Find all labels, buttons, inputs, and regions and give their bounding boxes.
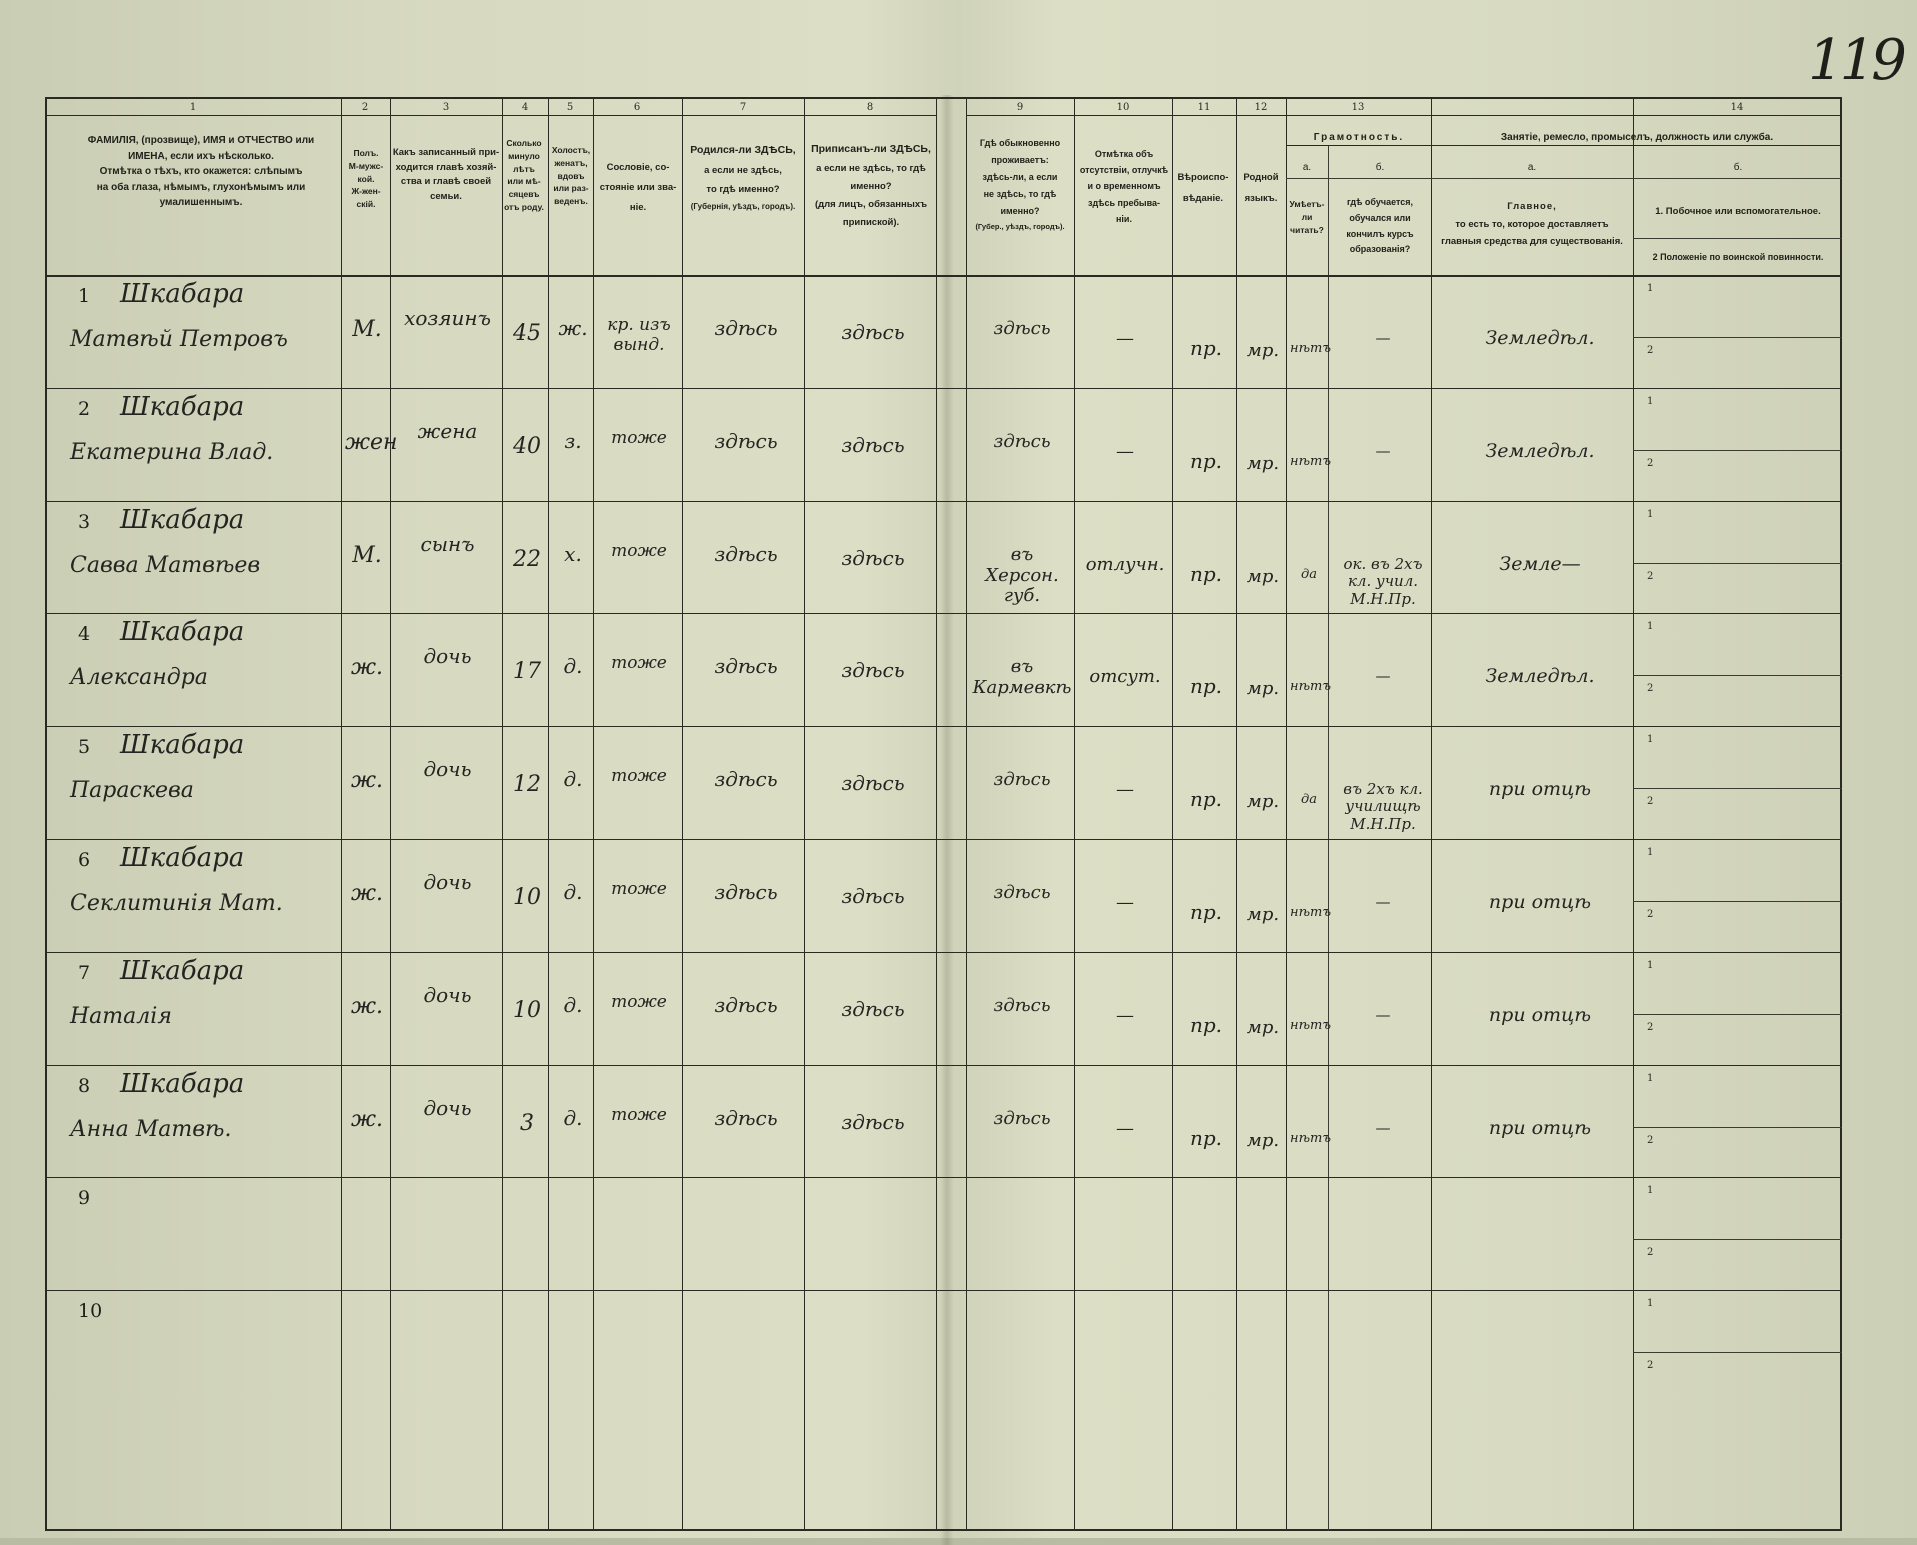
column-line <box>1172 97 1173 1531</box>
cell-age: 12 <box>513 772 541 797</box>
header-c14a-letter: а. <box>1527 162 1537 173</box>
cell-marital: д. <box>563 767 583 791</box>
cell-registered: здѣсь <box>841 1110 905 1134</box>
header-c13b: гдѣ обучается, обучался или кончилъ курсъ образованія? <box>1346 197 1414 255</box>
cell-sex: ж. <box>350 655 383 680</box>
cell-relation: хозяинъ <box>404 306 491 330</box>
cell-born: здѣсь <box>714 654 778 678</box>
cell-resides: въ Херсон. губ. <box>985 544 1059 607</box>
sub-mark: 2 <box>1647 683 1654 694</box>
cell-sex: М. <box>352 543 382 568</box>
header-sub-line <box>1286 178 1842 179</box>
column-number: 13 <box>1351 102 1365 113</box>
cell-marital: з. <box>564 429 582 453</box>
cell-born: здѣсь <box>714 316 778 340</box>
column-number: 7 <box>739 102 747 113</box>
given-name: Наталія <box>70 1004 172 1029</box>
given-name: Анна Матвѣ. <box>70 1117 232 1142</box>
sub-mark: 2 <box>1647 345 1654 356</box>
header-c13: Грамотность. <box>1313 132 1405 143</box>
cell-language: мр. <box>1246 566 1280 587</box>
given-name: Александра <box>70 665 208 690</box>
column-number: 4 <box>521 102 529 113</box>
row-number: 6 <box>78 849 91 871</box>
cell-born: здѣсь <box>714 1106 778 1130</box>
surname: Шкабара <box>120 843 245 873</box>
given-name: Параскева <box>70 778 194 803</box>
row-line <box>45 1065 1842 1066</box>
cell-estate: тоже <box>611 541 667 561</box>
column-line <box>1633 97 1634 1531</box>
cell-relation: дочь <box>423 644 472 668</box>
cell-age: 40 <box>513 434 541 459</box>
header-c1: ФАМИЛІЯ, (прозвище), ИМЯ и ОТЧЕСТВО или ИМЕНА, если ихъ нѣсколько. Отмѣтка о тѣхъ, кто окажется: слѣпымъ на оба глаза, нѣмымъ, глухонѣмымъ или умалишеннымъ. <box>87 135 315 208</box>
cell-born: здѣсь <box>714 542 778 566</box>
header-c8: Приписанъ-ли ЗДѢСЬ, а если не здѣсь, то гдѣ именно? (для лицъ, обязанныхъ припиской). <box>811 143 931 229</box>
column-line <box>390 97 391 1531</box>
cell-resides: здѣсь <box>993 995 1051 1016</box>
column-number: 12 <box>1254 102 1268 113</box>
sub-row-line <box>1633 1352 1842 1353</box>
sub-mark: 2 <box>1647 1360 1654 1371</box>
cell-absence: — <box>1116 328 1134 349</box>
surname: Шкабара <box>120 1069 245 1099</box>
column-number: 6 <box>633 102 641 113</box>
row-number: 3 <box>78 511 91 533</box>
cell-born: здѣсь <box>714 880 778 904</box>
cell-relation: дочь <box>423 983 472 1007</box>
row-line <box>45 952 1842 953</box>
row-number: 2 <box>78 398 91 420</box>
cell-estate: кр. изъ вынд. <box>607 315 671 355</box>
cell-literate: нѣтъ <box>1290 1131 1332 1146</box>
cell-religion: пр. <box>1189 336 1223 360</box>
cell-age: 3 <box>520 1111 534 1136</box>
sub-mark: 2 <box>1647 796 1654 807</box>
cell-registered: здѣсь <box>841 771 905 795</box>
header-c14: Занятіе, ремесло, промыселъ, должность или служба. <box>1500 132 1774 143</box>
surname: Шкабара <box>120 279 245 309</box>
row-line <box>45 613 1842 614</box>
cell-registered: здѣсь <box>841 546 905 570</box>
sub-mark: 2 <box>1647 458 1654 469</box>
cell-occupation: при отцѣ <box>1488 1004 1592 1026</box>
header-c13a-letter: а. <box>1302 162 1312 173</box>
cell-sex: жен <box>345 430 398 455</box>
column-line <box>593 97 594 1531</box>
cell-resides: здѣсь <box>993 882 1051 903</box>
sub-mark: 1 <box>1647 509 1654 520</box>
cell-occupation: при отцѣ <box>1488 891 1592 913</box>
row-line <box>45 1290 1842 1291</box>
surname: Шкабара <box>120 617 245 647</box>
sub-row-line <box>1633 1239 1842 1240</box>
column-number: 5 <box>566 102 574 113</box>
cell-religion: пр. <box>1189 562 1223 586</box>
cell-literate: нѣтъ <box>1290 341 1332 356</box>
cell-religion: пр. <box>1189 1013 1223 1037</box>
column-number: 1 <box>189 102 197 113</box>
column-number: 10 <box>1116 102 1130 113</box>
cell-relation: дочь <box>423 757 472 781</box>
row-number: 7 <box>78 962 91 984</box>
cell-marital: д. <box>563 654 583 678</box>
row-number: 1 <box>78 285 91 307</box>
cell-relation: жена <box>417 419 478 443</box>
row-line <box>45 726 1842 727</box>
cell-literate: нѣтъ <box>1290 454 1332 469</box>
cell-age: 45 <box>513 321 541 346</box>
cell-absence: — <box>1116 1005 1134 1026</box>
cell-education: — <box>1375 893 1391 911</box>
cell-religion: пр. <box>1189 1126 1223 1150</box>
sub-row-line <box>1633 901 1842 902</box>
header-c5: Холостъ, женатъ, вдовъ или раз- веденъ. <box>551 145 591 206</box>
cell-religion: пр. <box>1189 900 1223 924</box>
cell-born: здѣсь <box>714 429 778 453</box>
header-c7: Родился-ли ЗДѢСЬ, а если не здѣсь, то гдѣ именно? (Губернія, уѣздъ, городъ). <box>690 144 796 211</box>
cell-estate: тоже <box>611 766 667 786</box>
row-line <box>45 501 1842 502</box>
header-top-line <box>966 115 1842 116</box>
header-c4: Сколько минуло лѣтъ или мѣ- сяцевъ отъ роду. <box>504 138 544 212</box>
cell-education: — <box>1375 329 1391 347</box>
cell-marital: д. <box>563 993 583 1017</box>
column-line <box>804 97 805 1531</box>
cell-language: мр. <box>1246 1130 1280 1151</box>
cell-absence: отсут. <box>1089 666 1161 687</box>
surname: Шкабара <box>120 730 245 760</box>
row-number: 5 <box>78 736 91 758</box>
surname: Шкабара <box>120 956 245 986</box>
sub-row-line <box>1633 788 1842 789</box>
column-number: 11 <box>1197 102 1211 113</box>
cell-religion: пр. <box>1189 449 1223 473</box>
sub-mark: 1 <box>1647 396 1654 407</box>
given-name: Екатерина Влад. <box>70 440 274 465</box>
cell-education: въ 2хъ кл. училищѣ М.Н.Пр. <box>1343 780 1423 833</box>
header-c11: Вѣроиспо- вѣданіе. <box>1177 172 1229 204</box>
column-line <box>1286 97 1287 1531</box>
cell-sex: М. <box>352 317 382 342</box>
column-number: 9 <box>1016 102 1024 113</box>
column-line <box>1074 97 1075 1531</box>
cell-occupation: при отцѣ <box>1488 778 1592 800</box>
sub-row-line <box>1633 563 1842 564</box>
cell-registered: здѣсь <box>841 884 905 908</box>
given-name: Матвѣй Петровъ <box>70 327 288 352</box>
sub-row-line <box>1633 1014 1842 1015</box>
cell-occupation: Земледѣл. <box>1485 327 1595 349</box>
cell-age: 22 <box>513 547 541 572</box>
sub-mark: 1 <box>1647 960 1654 971</box>
cell-born: здѣсь <box>714 993 778 1017</box>
cell-absence: — <box>1116 892 1134 913</box>
cell-absence: — <box>1116 1118 1134 1139</box>
surname: Шкабара <box>120 392 245 422</box>
cell-marital: д. <box>563 880 583 904</box>
row-number: 8 <box>78 1075 91 1097</box>
cell-estate: тоже <box>611 428 667 448</box>
sub-mark: 1 <box>1647 621 1654 632</box>
header-c14a: Главное, то есть то, которое доставляетъ главныя средства для существованія. <box>1441 201 1623 248</box>
row-line <box>45 388 1842 389</box>
cell-absence: отлучн. <box>1085 554 1165 575</box>
row-line <box>45 839 1842 840</box>
sub-row-line <box>1633 1127 1842 1128</box>
column-line <box>682 97 683 1531</box>
cell-relation: дочь <box>423 1096 472 1120</box>
sub-mark: 1 <box>1647 1298 1654 1309</box>
column-number: 8 <box>866 102 874 113</box>
row-number: 10 <box>78 1300 103 1322</box>
sub-mark: 2 <box>1647 571 1654 582</box>
header-c3: Какъ записанный при- ходится главѣ хозяй- ства и главѣ своей семьи. <box>392 147 500 203</box>
cell-registered: здѣсь <box>841 433 905 457</box>
cell-registered: здѣсь <box>841 997 905 1021</box>
cell-education: — <box>1375 667 1391 685</box>
sub-mark: 1 <box>1647 847 1654 858</box>
cell-resides: въ Кармевкѣ <box>972 656 1072 698</box>
cell-occupation: Земле— <box>1499 553 1581 575</box>
page-number: 119 <box>1808 28 1903 93</box>
header-c13b-letter: б. <box>1375 162 1385 173</box>
cell-age: 17 <box>513 659 541 684</box>
cell-estate: тоже <box>611 653 667 673</box>
cell-religion: пр. <box>1189 787 1223 811</box>
cell-language: мр. <box>1246 904 1280 925</box>
column-line <box>341 97 342 1531</box>
cell-occupation: Земледѣл. <box>1485 440 1595 462</box>
cell-absence: — <box>1116 441 1134 462</box>
column-line <box>936 97 937 1531</box>
cell-resides: здѣсь <box>993 318 1051 339</box>
table-frame <box>45 97 1842 1531</box>
cell-education: — <box>1375 442 1391 460</box>
header-top-line <box>45 115 936 116</box>
sub-mark: 2 <box>1647 909 1654 920</box>
cell-occupation: при отцѣ <box>1488 1117 1592 1139</box>
cell-relation: сынъ <box>420 532 475 556</box>
sub-row-line <box>1633 675 1842 676</box>
cell-relation: дочь <box>423 870 472 894</box>
sub-mark: 1 <box>1647 1073 1654 1084</box>
header-c14b2: 2 Положеніе по воинской повинности. <box>1652 252 1824 262</box>
column-line <box>1236 97 1237 1531</box>
header-c14b-letter: б. <box>1733 162 1743 173</box>
surname: Шкабара <box>120 505 245 535</box>
cell-marital: ж. <box>558 316 588 340</box>
given-name: Секлитинія Мат. <box>70 891 283 916</box>
cell-age: 10 <box>513 998 541 1023</box>
sub-mark: 1 <box>1647 1185 1654 1196</box>
cell-literate: нѣтъ <box>1290 905 1332 920</box>
cell-literate: да <box>1301 567 1317 582</box>
cell-estate: тоже <box>611 992 667 1012</box>
row-number: 4 <box>78 623 91 645</box>
cell-sex: ж. <box>350 881 383 906</box>
cell-literate: нѣтъ <box>1290 679 1332 694</box>
cell-language: мр. <box>1246 1017 1280 1038</box>
header-c13a: Умѣетъ- ли читать? <box>1289 199 1325 235</box>
cell-education: — <box>1375 1006 1391 1024</box>
cell-marital: х. <box>564 542 582 566</box>
cell-religion: пр. <box>1189 674 1223 698</box>
cell-language: мр. <box>1246 678 1280 699</box>
cell-education: — <box>1375 1119 1391 1137</box>
sub-row-line <box>1633 450 1842 451</box>
column-line <box>502 97 503 1531</box>
sub-mark: 1 <box>1647 734 1654 745</box>
header-sub-line <box>1633 238 1842 239</box>
cell-sex: ж. <box>350 1107 383 1132</box>
sub-mark: 2 <box>1647 1247 1654 1258</box>
cell-language: мр. <box>1246 340 1280 361</box>
header-c14b1: 1. Побочное или вспомогательное. <box>1655 206 1821 217</box>
row-line <box>45 1177 1842 1178</box>
cell-marital: д. <box>563 1106 583 1130</box>
sub-mark: 2 <box>1647 1022 1654 1033</box>
column-number: 3 <box>442 102 450 113</box>
sub-mark: 2 <box>1647 1135 1654 1146</box>
header-bottom-line <box>45 275 1842 277</box>
cell-education: ок. въ 2хъ кл. учил. М.Н.Пр. <box>1343 555 1423 608</box>
cell-absence: — <box>1116 779 1134 800</box>
cell-sex: ж. <box>350 768 383 793</box>
header-c10: Отмѣтка объ отсутствіи, отлучкѣ и о временномъ здѣсь пребыва- ніи. <box>1079 149 1169 224</box>
row-number: 9 <box>78 1187 91 1209</box>
cell-resides: здѣсь <box>993 431 1051 452</box>
cell-estate: тоже <box>611 1105 667 1125</box>
cell-age: 10 <box>513 885 541 910</box>
sub-mark: 1 <box>1647 283 1654 294</box>
cell-born: здѣсь <box>714 767 778 791</box>
column-number: 14 <box>1730 102 1744 113</box>
sub-row-line <box>1633 337 1842 338</box>
header-c9: Гдѣ обыкновенно проживаетъ: здѣсь-ли, а если не здѣсь, то гдѣ именно? (Губер., уѣздъ, городъ). <box>975 138 1065 232</box>
cell-literate: да <box>1301 792 1317 807</box>
header-c12: Родной языкъ. <box>1243 172 1279 204</box>
header-c6: Сословіе, со- стояніе или зва- ніе. <box>599 162 677 213</box>
cell-estate: тоже <box>611 879 667 899</box>
cell-language: мр. <box>1246 791 1280 812</box>
cell-literate: нѣтъ <box>1290 1018 1332 1033</box>
cell-resides: здѣсь <box>993 1108 1051 1129</box>
cell-language: мр. <box>1246 453 1280 474</box>
cell-registered: здѣсь <box>841 320 905 344</box>
cell-sex: ж. <box>350 994 383 1019</box>
cell-registered: здѣсь <box>841 658 905 682</box>
cell-occupation: Земледѣл. <box>1485 665 1595 687</box>
cell-resides: здѣсь <box>993 769 1051 790</box>
column-line <box>548 97 549 1531</box>
column-number: 2 <box>361 102 369 113</box>
given-name: Савва Матвѣев <box>70 553 261 578</box>
column-line <box>966 97 967 1531</box>
header-c2: Полъ. М-мужс- кой. Ж-жен- скій. <box>348 148 384 209</box>
